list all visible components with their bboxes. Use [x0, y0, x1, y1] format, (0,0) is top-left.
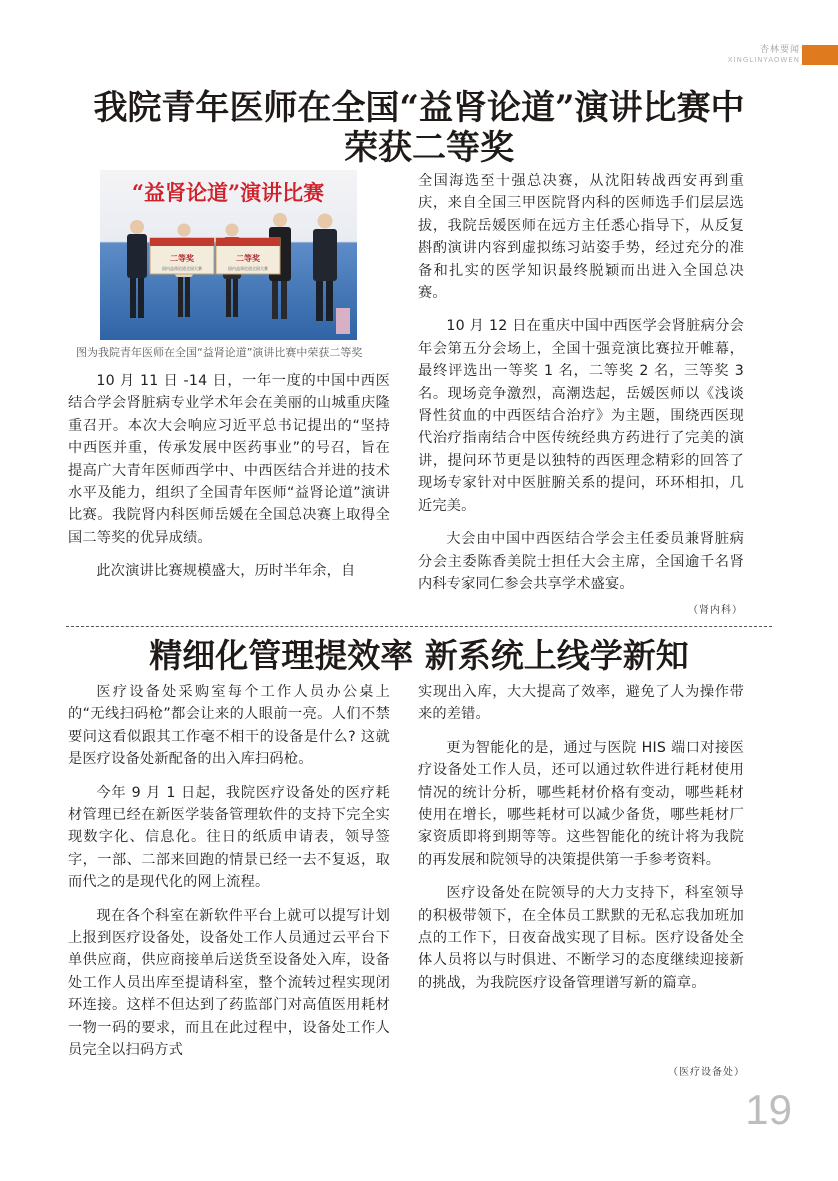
article2-paragraph: 实现出入库，大大提高了效率，避免了人为操作带来的差错。: [418, 684, 744, 723]
article1-signature: （肾内科）: [688, 605, 743, 616]
page-number: 19: [745, 1086, 792, 1133]
article2-paragraph: 医疗设备处在院领导的大力支持下，科室领导的积极带领下，在全体员工默默的无私忘我加班加点的工作下，日夜奋战实现了目标。医疗设备处全体人员将以与时俱进、不断学习的态度继续迎接新的挑战，为我院医疗设备管理谱写新的篇章。: [418, 885, 744, 991]
board-left-label: 二等奖: [170, 254, 194, 263]
article1-paragraph: 全国海选至十强总决赛，从沈阳转战西安再到重庆，来自全国三甲医院肾内科的医师选手们层层选拔，我院岳媛医师在远方主任悉心指导下，从反复斟酌演讲内容到虚拟练习站姿手势，经过充分的准备和扎实的医学知识最终脱颖而出进入全国总决赛。: [418, 173, 744, 302]
section-name-en: XINGLINYAOWEN: [727, 56, 800, 64]
article1-paragraph: 10 月 12 日在重庆中国中西医学会肾脏病分会年会第五分会场上，全国十强竞演比赛拉开帷幕，最终评选出一等奖 1 名，二等奖 2 名，三等奖 3 名。现场竞争激烈，高潮迭起，岳媛医师以《浅谈肾性贫血的中西医结合治疗》为主题，围绕西医现代治疗指南结合中医传统经典方药进行了完美的演讲，提问环节更是以独特的西医理念精彩的回答了现场专家针对中医脏腑关系的提问，环环相扣，几近完美。: [418, 318, 744, 514]
article1-paragraph: 此次演讲比赛规模盛大，历时半年余，自: [96, 563, 356, 580]
board-right-label: 二等奖: [236, 254, 260, 263]
award-photo: [100, 170, 357, 340]
award-board-right: [216, 238, 280, 274]
section-tag: [728, 45, 800, 65]
article2-column-right: [418, 681, 744, 994]
article1-paragraph: 大会由中国中西医结合学会主任委员兼肾脏病分会主委陈香美院士担任大会主席，全国逾千名肾内科专家同仁参会共享学术盛宴。: [418, 531, 744, 592]
award-photo-illustration: [100, 170, 357, 340]
section-divider: [66, 626, 772, 627]
article2-paragraph: 现在各个科室在新软件平台上就可以提写计划上报到医疗设备处，设备处工作人员通过云平台下单供应商，供应商接单后送货至设备处入库，设备处工作人员出库至提请科室，整个流转过程实现闭环连接。这样不但达到了药监部门对高值医用耗材一物一码的要求，而且在此过程中，设备处工作人员完全以扫码方式: [68, 907, 390, 1059]
article1-column-left: [68, 370, 390, 583]
board-left-sub: 国内益肾论道全国大赛: [162, 266, 202, 271]
board-right-sub: 国内益肾论道全国大赛: [228, 266, 268, 271]
photo-caption: 图为我院青年医师在全国“益肾论道”演讲比赛中荣获二等奖: [76, 346, 363, 359]
article2-paragraph: 今年 9 月 1 日起，我院医疗设备处的医疗耗材管理已经在新医学装备管理软件的支持下完全实现数字化、信息化。往日的纸质申请表，领导签字，一部、二部来回跑的情景已经一去不复返，取而代之的是现代化的网上流程。: [68, 784, 390, 891]
article2-paragraph: 医疗设备处采购室每个工作人员办公桌上的“无线扫码枪”都会让来的人眼前一亮。人们不禁要问这看似跟其工作毫不相干的设备是什么? 这就是医疗设备处新配备的出入库扫码枪。: [68, 684, 390, 768]
article2-paragraph: 更为智能化的是，通过与医院 HIS 端口对接医疗设备处工作人员，还可以通过软件进行耗材使用情况的统计分析，哪些耗材价格有变动，哪些耗材使用在增长，哪些耗材可以减少备货，哪些耗材厂家资质即将到期等等。这些智能化的统计将为我院的再发展和院领导的决策提供第一手参考资料。: [418, 739, 744, 868]
article2-title: 精细化管理提效率 新系统上线学新知: [149, 636, 689, 675]
article2-signature: （医疗设备处）: [668, 1067, 745, 1078]
award-board-left: [150, 238, 214, 274]
article1-paragraph: 10 月 11 日 -14 日，一年一度的中国中西医结合学会肾脏病专业学术年会在美丽的山城重庆隆重召开。本次大会响应习近平总书记提出的“坚持中西医并重，传承发展中医药事业”的号召，旨在提高广大青年医师西学中、中西医结合并进的技术水平及能力，组织了全国青年医师“益肾论道”演讲比赛。我院肾内科医师岳媛在全国总决赛上取得全国二等奖的优异成绩。: [68, 373, 390, 546]
header-accent-block: [802, 45, 838, 65]
article1-column-right: [418, 170, 744, 595]
blurred-patch: [336, 308, 350, 334]
article1-title-line1: 我院青年医师在全国“益肾论道”演讲比赛中: [93, 88, 745, 128]
article1-title-line2: 荣获二等奖: [344, 128, 514, 168]
photo-banner-text: “益肾论道”演讲比赛: [131, 180, 325, 205]
article2-column-left: [68, 681, 390, 1062]
section-name-cn: 杏林要闻: [759, 45, 800, 55]
